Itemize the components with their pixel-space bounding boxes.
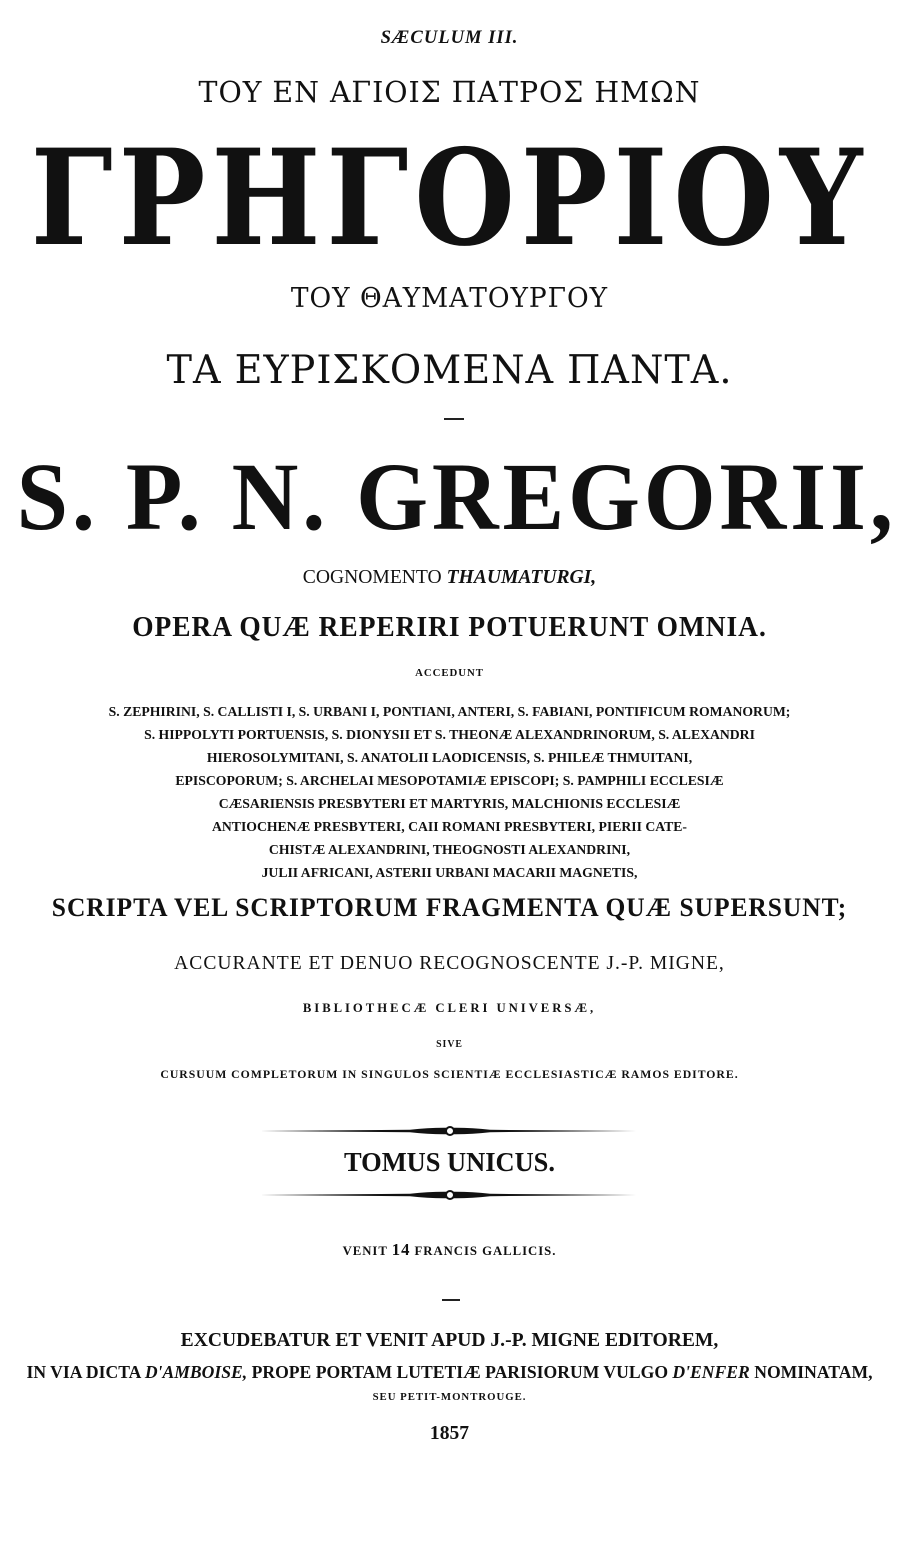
short-dash-divider	[444, 418, 464, 420]
ornamental-rule-top	[260, 1124, 640, 1138]
price-suffix: FRANCIS GALLICIS.	[410, 1243, 557, 1258]
latin-name-title: S. P. N. GREGORII,	[16, 443, 897, 550]
cognomento-line	[9, 567, 889, 587]
greek-name-title: ΓΡΗΓΟΡΙΟΥ	[30, 119, 869, 276]
cursuum-line: CURSUUM COMPLETORUM IN SINGULOS SCIENTIÆ ECCLESIASTICÆ RAMOS EDITORE.	[160, 1067, 739, 1081]
address-gate: D'ENFER	[672, 1362, 750, 1382]
cognomento-prefix: COGNOMENTO	[302, 566, 447, 588]
ornamental-rule-bottom	[260, 1188, 640, 1202]
price-value: 14	[391, 1240, 411, 1259]
address-part: NOMINATAM,	[749, 1362, 873, 1382]
imprint-line-district: SEU PETIT-MONTROUGE.	[372, 1391, 527, 1403]
tomus-line: TOMUS UNICUS.	[343, 1147, 556, 1177]
authors-line: JULII AFRICANI, ASTERII URBANI MACARII MAGNETIS,	[261, 866, 638, 881]
saeculum-heading: SÆCULUM III.	[380, 27, 519, 48]
imprint-line-publisher: EXCUDEBATUR ET VENIT APUD J.-P. MIGNE EDITOREM,	[180, 1329, 719, 1351]
imprint-line-address	[9, 1363, 889, 1381]
sive-line: SIVE	[436, 1039, 463, 1050]
opera-line: OPERA QUÆ REPERIRI POTUERUNT OMNIA.	[132, 612, 767, 643]
greek-epithet-line: ΤΟΥ ΘΑΥΜΑΤΟΥΡΓΟΥ	[290, 283, 609, 314]
scripta-line: SCRIPTA VEL SCRIPTORUM FRAGMENTA QUÆ SUPERSUNT;	[51, 893, 848, 922]
authors-line: CHISTÆ ALEXANDRINI, THEOGNOSTI ALEXANDRINI,	[268, 843, 631, 858]
bibliotheca-line: BIBLIOTHECÆ CLERI UNIVERSÆ,	[302, 1000, 597, 1015]
authors-line: HIEROSOLYMITANI, S. ANATOLII LAODICENSIS, S. PHILEÆ THMUITANI,	[206, 751, 693, 766]
address-part: PROPE PORTAM LUTETIÆ PARISIORUM VULGO	[247, 1362, 673, 1382]
greek-works-line: ΤΑ ΕΥΡΙΣΚΟΜΕΝΑ ΠΑΝΤΑ.	[166, 348, 733, 393]
cognomento-name: THAUMATURGI,	[446, 566, 597, 588]
authors-line: S. ZEPHIRINI, S. CALLISTI I, S. URBANI I, PONTIANI, ANTERI, S. FABIANI, PONTIFICUM ROMANORUM;	[108, 705, 791, 720]
accedunt-line: ACCEDUNT	[415, 667, 484, 679]
price-line	[9, 1241, 889, 1258]
greek-intro-line: ΤΟΥ ΕΝ ΑΓΙΟΙΣ ΠΑΤΡΟΣ ΗΜΩΝ	[198, 75, 701, 109]
address-street: D'AMBOISE,	[144, 1362, 248, 1382]
authors-line: CÆSARIENSIS PRESBYTERI ET MARTYRIS, MALCHIONIS ECCLESIÆ	[218, 797, 681, 812]
short-dash-divider	[442, 1299, 460, 1301]
price-prefix: VENIT	[342, 1243, 392, 1258]
accurante-line: ACCURANTE ET DENUO RECOGNOSCENTE J.-P. MIGNE,	[174, 952, 725, 974]
authors-line: S. HIPPOLYTI PORTUENSIS, S. DIONYSII ET S. THEONÆ ALEXANDRINORUM, S. ALEXANDRI	[144, 728, 755, 743]
authors-line: EPISCOPORUM; S. ARCHELAI MESOPOTAMIÆ EPISCOPI; S. PAMPHILI ECCLESIÆ	[175, 774, 724, 789]
publication-year: 1857	[429, 1422, 470, 1444]
authors-line: ANTIOCHENÆ PRESBYTERI, CAII ROMANI PRESBYTERI, PIERII CATE-	[212, 820, 687, 835]
address-part: IN VIA DICTA	[26, 1362, 145, 1382]
